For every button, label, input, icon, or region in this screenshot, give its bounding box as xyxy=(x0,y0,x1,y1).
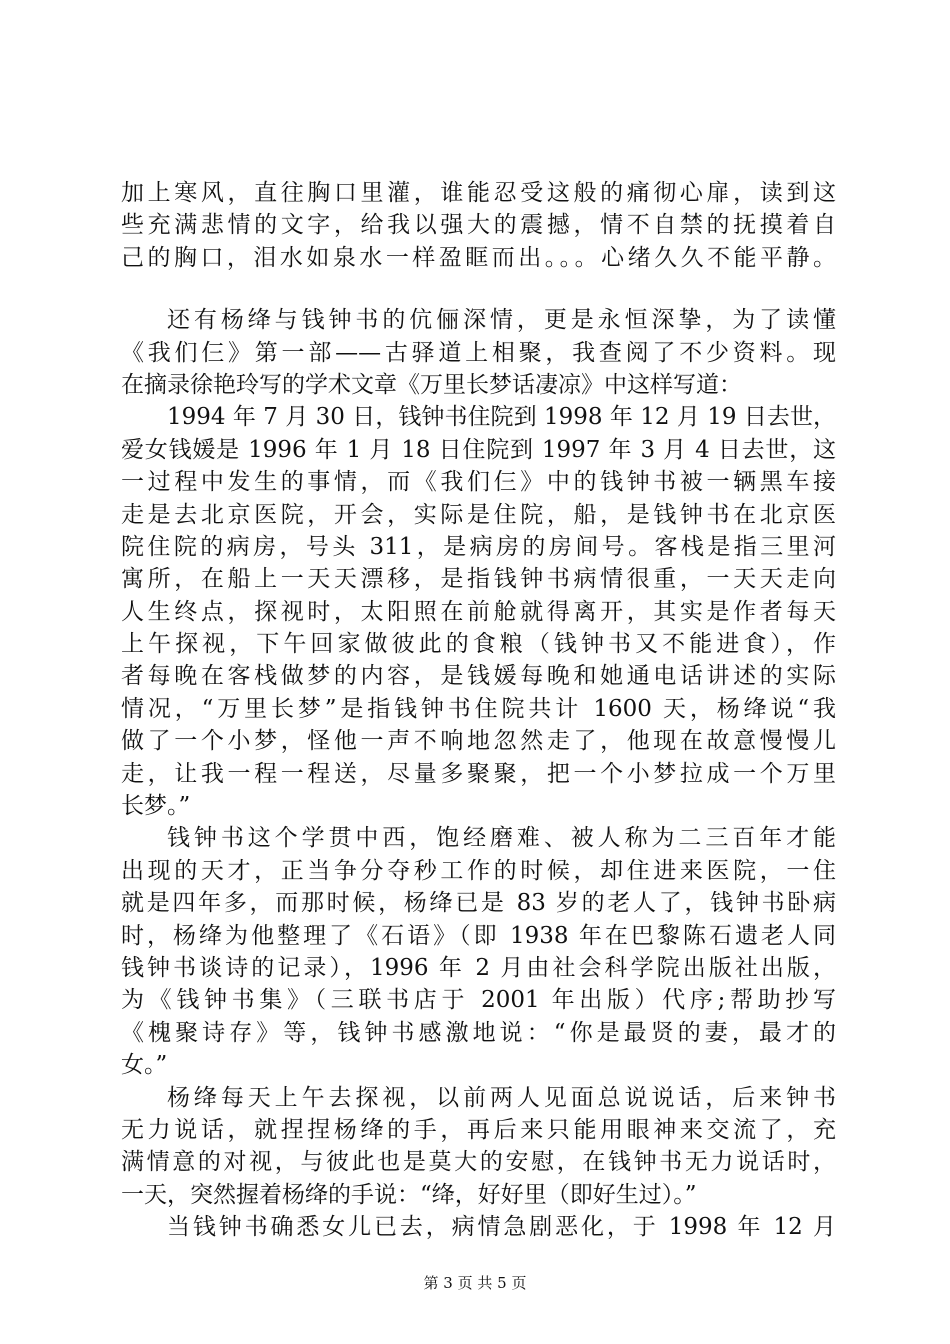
text-line: 人生终点，探视时，太阳照在前舱就得离开，其实是作者每天 xyxy=(121,598,836,625)
text-line: 者每晚在客栈做梦的内容，是钱媛每晚和她通电话讲述的实际 xyxy=(121,663,836,690)
text-line: 1994 年 7 月 30 日，钱钟书住院到 1998 年 12 月 19 日去世， xyxy=(167,404,836,431)
text-line: 出现的天才，正当争分夺秒工作的时候，却住进来医院，一住 xyxy=(121,857,836,884)
text-line: 己的胸口，泪水如泉水一样盈眶而出。。。心绪久久不能平静。 xyxy=(121,244,836,271)
text-line: 《槐聚诗存》等，钱钟书感激地说：“你是最贤的妻，最才的 xyxy=(121,1019,836,1046)
text-line: 一天，突然握着杨绛的手说：“绛，好好里（即好生过）。” xyxy=(121,1181,697,1208)
text-line: 院住院的病房，号头 311，是病房的房间号。客栈是指三里河 xyxy=(121,533,836,560)
text-line: 时，杨绛为他整理了《石语》（即 1938 年在巴黎陈石遗老人同 xyxy=(121,922,836,949)
text-line: 钱钟书这个学贯中西，饱经磨难、被人称为二三百年才能 xyxy=(167,825,836,852)
text-line: 些充满悲情的文字，给我以强大的震撼，情不自禁的抚摸着自 xyxy=(121,212,836,239)
text-line: 就是四年多，而那时候，杨绛已是 83 岁的老人了，钱钟书卧病 xyxy=(121,890,836,917)
text-line: 加上寒风，直往胸口里灌，谁能忍受这般的痛彻心扉，读到这 xyxy=(121,180,836,206)
text-line: 女。” xyxy=(121,1052,168,1079)
text-line: 走是去北京医院，开会，实际是住院，船，是钱钟书在北京医 xyxy=(121,501,836,528)
text-line: 走，让我一程一程送，尽量多聚聚，把一个小梦拉成一个万里 xyxy=(121,760,836,787)
text-line: 在摘录徐艳玲写的学术文章《万里长梦话凄凉》中这样写道： xyxy=(121,371,742,398)
text-line: 上午探视，下午回家做彼此的食粮（钱钟书又不能进食），作 xyxy=(121,631,836,658)
text-line: 《我们仨》第一部——古驿道上相聚，我查阅了不少资料。现 xyxy=(121,339,836,366)
text-line: 寓所，在船上一天天漂移，是指钱钟书病情很重，一天天走向 xyxy=(121,566,836,593)
text-line: 满情意的对视，与彼此也是莫大的安慰，在钱钟书无力说话时， xyxy=(121,1149,836,1176)
text-line: 做了一个小梦，怪他一声不响地忽然走了，他现在故意慢慢儿 xyxy=(121,728,836,755)
text-line: 无力说话，就捏捏杨绛的手，再后来只能用眼神来交流了，充 xyxy=(121,1116,836,1143)
body-text xyxy=(121,177,836,1244)
page-number-footer: 第 3 页 共 5 页 xyxy=(423,1274,527,1292)
text-line: 情况，“万里长梦”是指钱钟书住院共计 1600 天，杨绛说“我 xyxy=(121,695,836,722)
text-line: 当钱钟书确悉女儿已去，病情急剧恶化，于 1998 年 12 月 xyxy=(167,1214,836,1241)
text-line: 杨绛每天上午去探视，以前两人见面总说说话，后来钟书 xyxy=(167,1084,836,1111)
text-line: 长梦。” xyxy=(121,793,191,820)
paragraph-gap xyxy=(121,274,836,304)
text-line: 一过程中发生的事情，而《我们仨》中的钱钟书被一辆黑车接 xyxy=(121,469,836,496)
text-line: 还有杨绛与钱钟书的伉俪深情，更是永恒深挚，为了读懂 xyxy=(167,307,836,334)
text-line: 爱女钱媛是 1996 年 1 月 18 日住院到 1997 年 3 月 4 日去世，这 xyxy=(121,436,836,463)
text-line: 钱钟书谈诗的记录），1996 年 2 月由社会科学院出版社出版， xyxy=(121,954,836,981)
text-line: 为《钱钟书集》（三联书店于 2001 年出版）代序;帮助抄写 xyxy=(121,987,836,1014)
